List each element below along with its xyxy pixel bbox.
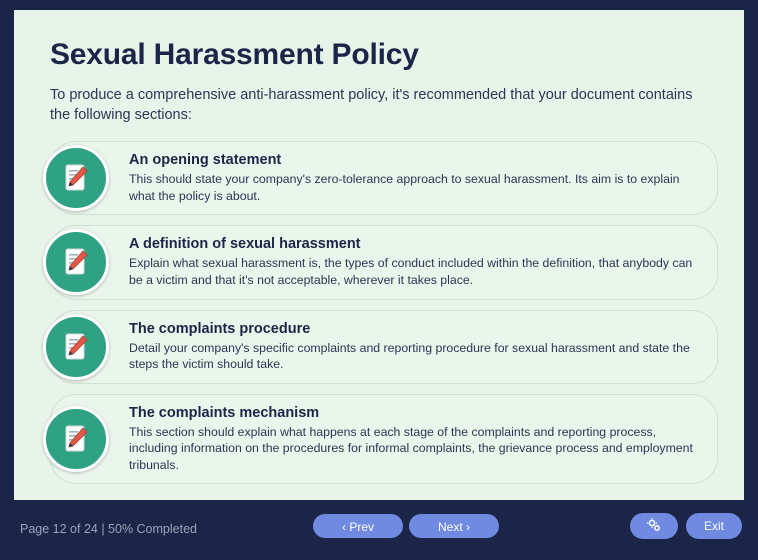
list-item-title: An opening statement: [129, 152, 282, 169]
exit-button[interactable]: Exit: [686, 513, 742, 539]
page-title: Sexual Harassment Policy: [50, 38, 419, 71]
list-item-title: The complaints mechanism: [129, 404, 320, 421]
list-item[interactable]: [50, 394, 718, 485]
next-button[interactable]: Next ›: [409, 514, 499, 538]
document-pencil-icon: [43, 406, 109, 472]
footer-bar: [0, 500, 758, 560]
list-item-description: Detail your company's specific complaints and reporting procedure for sexual harassment and state the steps the victim should take.: [129, 340, 690, 372]
list-item-title: A definition of sexual harassment: [129, 236, 361, 253]
settings-button[interactable]: [630, 513, 678, 539]
page-status-label: Page 12 of 24 | 50% Completed: [20, 522, 197, 536]
list-item[interactable]: [50, 225, 718, 299]
prev-button[interactable]: ‹ Prev: [313, 514, 403, 538]
list-item-description: Explain what sexual harassment is, the types of conduct included within the definition, that anybody can be a victim and that it's not acceptable, wherever it takes place.: [129, 256, 693, 287]
intro-paragraph: To produce a comprehensive anti-harassment policy, it's recommended that your document contains the following sections:: [50, 87, 693, 123]
gear-icon: [646, 517, 662, 536]
document-pencil-icon: [43, 145, 109, 211]
content-card: [14, 10, 744, 500]
document-pencil-icon: [43, 229, 109, 295]
list-item-description: This should state your company's zero-tolerance approach to sexual harassment. Its aim is to explain what the policy is about.: [129, 172, 680, 203]
list-item[interactable]: [50, 141, 718, 215]
list-item[interactable]: [50, 310, 718, 384]
document-pencil-icon: [43, 314, 109, 380]
list-item-title: The complaints procedure: [129, 320, 311, 337]
section-list: [50, 141, 718, 484]
list-item-description: This section should explain what happens at each stage of the complaints and reporting process, including information on the procedures for informal complaints, the grievance process and employment tribunals.: [129, 424, 693, 472]
